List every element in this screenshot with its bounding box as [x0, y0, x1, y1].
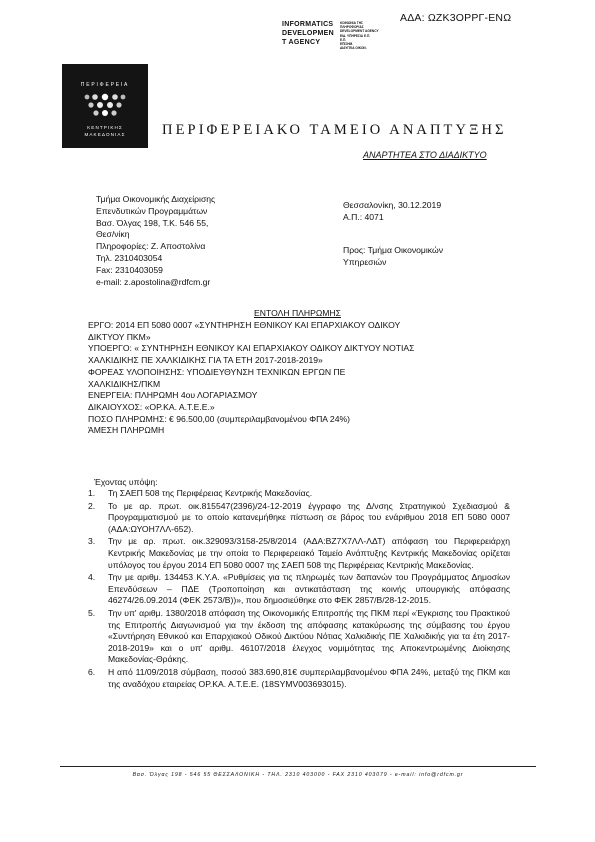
dots-emblem-icon: [82, 93, 128, 119]
sender-department-2: Επενδυτικών Προγραμμάτων: [96, 205, 208, 216]
ida-logo-subtext: ΚΟΙΝΩΝΙΑ ΤΗΣ ΠΛΗΡΟΦΟΡΙΑΣ DEVELOPMENT AGENCY ΕΙΔ. ΥΠΗΡΕΣΙΑ Ε.Π. Ε.Π. ΕΠΙΣΗΜ. ΔΙΑΥΓΕΙΑ ΟΙΚΟΝ.: [340, 21, 379, 51]
list-item: 3. Την με αρ. πρωτ. οικ.329093/3158-25/8/2014 (ΑΔΑ:ΒΖ7Χ7ΛΛ-ΛΔΤ) απόφαση του Περιφερειάρχη Κεντρικής Μακεδονίας με την οποία το Περιφερειακό Ταμείο Ανάπτυξης Κεντρικής Μακεδονίας ορίζεται υπόλογος του έργου 2014 ΕΠ 5080 0007 της ΣΑΕΠ 508 της Περιφέρειας Κεντρικής Μακεδονίας.: [88, 536, 510, 570]
sender-city: Θεσ/νίκη: [96, 229, 130, 240]
ada-code: ΑΔΑ: ΩΖΚ3ΟΡΡΓ-ΕΝΩ: [400, 12, 512, 24]
footer-address: Βασ. Όλγας 198 - 546 55 ΘΕΣΣΑΛΟΝΙΚΗ - ΤΗΛ. 2310 403000 - FAX 2310 403079 - e-mail: info@rdfcm.gr: [132, 772, 464, 778]
sender-block: [96, 194, 215, 288]
list-item: 6. Η από 11/09/2018 σύμβαση, ποσού 383.690,81€ συμπεριλαμβανομένου ΦΠΑ 24%, μεταξύ της ΠΚΜ και της αναδόχου εταιρείας ΟΡ.ΚΑ. Α.Τ.Ε.Ε. (18SYMV003693015).: [88, 666, 510, 689]
sender-phone: Τηλ. 2310403054: [96, 252, 163, 263]
sender-email: e-mail: z.apostolina@rdfcm.gr: [96, 276, 211, 287]
list-item: 2. Το με αρ. πρωτ. οικ.815547(2396)/24-12-2019 έγγραφο της Δ/νσης Στρατηγικού Σχεδιασμού & Προγραμματισμού με το οποίο κατανεμήθηκε πίστωση σε βάρος του ενάριθμου 2018 ΕΠ 5080 0007 (ΑΔΑ:ΩΥΟΗ7ΛΛ-652).: [88, 500, 510, 534]
order-line: ΔΙΚΤΥΟΥ ΠΚΜ»: [88, 331, 151, 342]
order-details: [88, 320, 528, 437]
footer-divider: [60, 766, 536, 767]
ida-logo-text: INFORMATICS DEVELOPMEN T AGENCY: [282, 21, 335, 46]
ida-logo: [282, 20, 402, 50]
list-item: 5. Την υπ' αριθμ. 1380/2018 απόφαση της Οικονομικής Επιτροπής της ΠΚΜ περί «Έγκρισης του Πρακτικού της Επιτροπής Διαγωνισμού για την έκδοση της απόφασης κατακύρωσης της σύμβασης του έργου «Συντήρηση Εθνικού και Επαρχιακού Οδικού Δικτύου Νότιας Χαλκιδικής ΠΕ Χαλκιδικής για τα έτη 2017-2018-2019» και ο υπ' αριθμ. 46107/2018 έλεγχος νομιμότητας της Αποκεντρωμένης Διοίκησης Μακεδονίας-Θράκης.: [88, 607, 510, 665]
recipient-line-1: Προς: Τμήμα Οικονομικών: [343, 245, 443, 255]
considerations-intro: Έχοντας υπόψη:: [94, 477, 158, 487]
sender-department: Τμήμα Οικονομικής Διαχείρισης: [96, 194, 216, 204]
place-date: Θεσσαλονίκη, 30.12.2019: [343, 200, 442, 210]
order-line: ΆΜΕΣΗ ΠΛΗΡΩΜΗ: [88, 425, 165, 436]
order-line: ΧΑΛΚΙΔΙΚΗΣ/ΠΚΜ: [88, 378, 161, 389]
list-item: 4. Την με αριθμ. 134453 Κ.Υ.Α. «Ρυθμίσεις για τις πληρωμές των δαπανών του Προγράμματος Δημοσίων Επενδύσεων – ΠΔΕ (Τροποποίηση και αντικατάσταση της κοινής υπουργικής απόφασης 46274/26.09.2014 (ΦΕΚ 2573/Β))», που δημοσιεύθηκε στο ΦΕΚ 2857/Β/28-12-2015.: [88, 572, 510, 606]
order-title: ΕΝΤΟΛΗ ΠΛΗΡΩΜΗΣ: [254, 308, 341, 318]
recipient-block: [343, 245, 443, 269]
sender-fax: Fax: 2310403059: [96, 264, 163, 275]
order-line: ΠΟΣΟ ΠΛΗΡΩΜΗΣ: € 96.500,00 (συμπεριλαμβανομένου ΦΠΑ 24%): [88, 413, 350, 424]
order-line: ΕΝΕΡΓΕΙΑ: ΠΛΗΡΩΜΗ 4ου ΛΟΓΑΡΙΑΣΜΟΥ: [88, 390, 258, 401]
recipient-line-2: Υπηρεσιών: [343, 256, 387, 267]
sender-contact: Πληροφορίες: Ζ. Αποστολίνα: [96, 241, 206, 252]
list-item: 1. Τη ΣΑΕΠ 508 της Περιφέρειας Κεντρικής Μακεδονίας.: [88, 488, 313, 498]
sender-address: Βασ. Όλγας 198, Τ.Κ. 546 55,: [96, 217, 209, 228]
order-line: ΕΡΓΟ: 2014 ΕΠ 5080 0007 «ΣΥΝΤΗΡΗΣΗ ΕΘΝΙΚΟΥ ΚΑΙ ΕΠΑΡΧΙΑΚΟΥ ΟΔΙΚΟΥ: [88, 320, 401, 330]
date-block: [343, 200, 441, 224]
publish-notice: ΑΝΑΡΤΗΤΕΑ ΣΤΟ ΔΙΑΔΙΚΤΥΟ: [363, 150, 487, 160]
order-line: ΦΟΡΕΑΣ ΥΛΟΠΟΙΗΣΗΣ: ΥΠΟΔΙΕΥΘΥΝΣΗ ΤΕΧΝΙΚΩΝ ΕΡΓΩΝ ΠΕ: [88, 366, 346, 377]
organization-title: ΠΕΡΙΦΕΡΕΙΑΚΟ ΤΑΜΕΙΟ ΑΝΑΠΤΥΞΗΣ: [162, 122, 507, 138]
order-line: ΔΙΚΑΙΟΥΧΟΣ: «ΟΡ.ΚΑ. Α.Τ.Ε.Ε.»: [88, 401, 215, 412]
order-line: ΧΑΛΚΙΔΙΚΗΣ ΠΕ ΧΑΛΚΙΔΙΚΗΣ ΓΙΑ ΤΑ ΕΤΗ 2017-2018-2019»: [88, 355, 323, 366]
region-logo-top-text: ΠΕΡΙΦΕΡΕΙΑ: [80, 82, 130, 88]
region-logo: [62, 64, 148, 148]
protocol-number: Α.Π.: 4071: [343, 211, 384, 222]
order-line: ΥΠΟΕΡΓΟ: « ΣΥΝΤΗΡΗΣΗ ΕΘΝΙΚΟΥ ΚΑΙ ΕΠΑΡΧΙΑΚΟΥ ΟΔΙΚΟΥ ΔΙΚΤΥΟΥ ΝΟΤΙΑΣ: [88, 343, 415, 354]
region-logo-bottom-text: ΚΕΝΤΡΙΚΗΣ ΜΑΚΕΔΟΝΙΑΣ: [84, 125, 126, 137]
considerations-list: [84, 488, 510, 691]
